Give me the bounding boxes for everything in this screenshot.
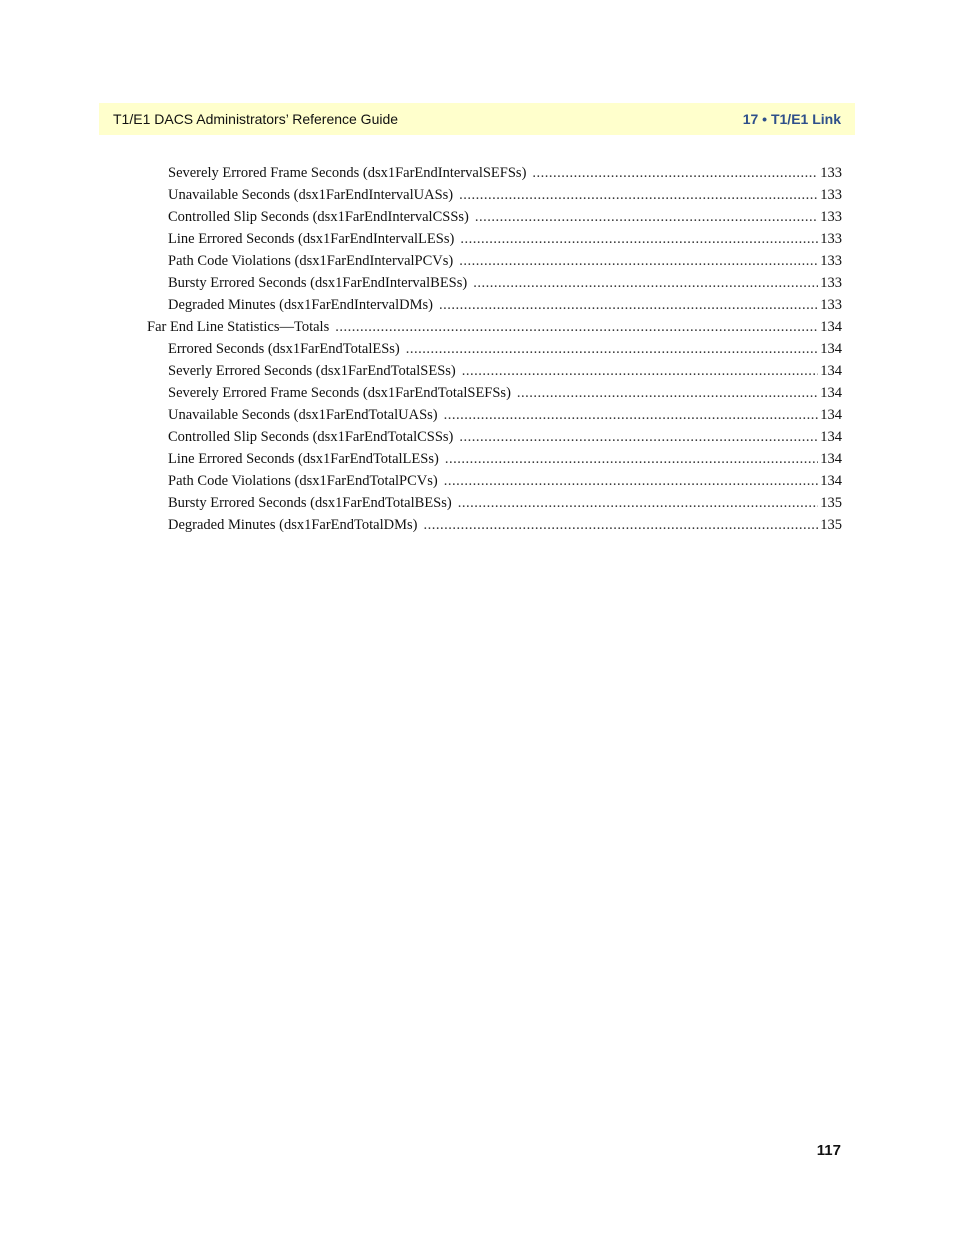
toc-entry-page: 133 (820, 187, 842, 203)
toc-entry-title: Severely Errored Frame Seconds (dsx1FarEndIntervalSEFSs) (168, 165, 527, 181)
toc-entry-page: 134 (820, 341, 842, 357)
toc-entry[interactable] (168, 382, 842, 404)
toc-entry[interactable] (168, 426, 842, 448)
toc-entry-title: Line Errored Seconds (dsx1FarEndTotalLESs) (168, 451, 439, 467)
toc-dot-leader (444, 404, 819, 426)
toc-dot-leader (444, 470, 819, 492)
toc-entry[interactable] (168, 470, 842, 492)
toc-entry-page: 133 (820, 209, 842, 225)
toc-entry-page: 134 (820, 407, 842, 423)
toc-dot-leader (473, 272, 818, 294)
toc-dot-leader (459, 184, 818, 206)
toc-entry-page: 134 (820, 363, 842, 379)
toc-dot-leader (458, 492, 819, 514)
toc-entry-page: 134 (820, 429, 842, 445)
toc-entry-title: Severely Errored Frame Seconds (dsx1FarEndTotalSEFSs) (168, 385, 511, 401)
toc-entry-page: 134 (820, 473, 842, 489)
toc-entry[interactable] (168, 228, 842, 250)
toc-entry[interactable] (168, 404, 842, 426)
toc-entry-title: Errored Seconds (dsx1FarEndTotalESs) (168, 341, 400, 357)
toc-entry-title: Unavailable Seconds (dsx1FarEndTotalUASs) (168, 407, 438, 423)
toc-entry-title: Severly Errored Seconds (dsx1FarEndTotalSESs) (168, 363, 456, 379)
toc-entry[interactable] (168, 184, 842, 206)
toc-entry-page: 133 (820, 297, 842, 313)
toc-dot-leader (423, 514, 818, 536)
toc-dot-leader (335, 316, 818, 338)
toc-dot-leader (475, 206, 818, 228)
toc-dot-leader (445, 448, 818, 470)
toc-dot-leader (459, 250, 818, 272)
toc-dot-leader (459, 426, 818, 448)
toc-entry-page: 134 (820, 385, 842, 401)
toc-entry-page: 135 (820, 517, 842, 533)
toc-entry-title: Unavailable Seconds (dsx1FarEndIntervalUASs) (168, 187, 454, 203)
toc-entry[interactable] (168, 360, 842, 382)
page-header (99, 103, 855, 135)
toc-entry-title: Far End Line Statistics—Totals (147, 319, 330, 335)
toc-entry-page: 133 (820, 253, 842, 269)
toc-entry-page: 133 (820, 275, 842, 291)
toc-entry[interactable] (168, 492, 842, 514)
toc-entry-title: Bursty Errored Seconds (dsx1FarEndIntervalBESs) (168, 275, 468, 291)
toc-entry[interactable] (168, 272, 842, 294)
toc-entry-title: Line Errored Seconds (dsx1FarEndIntervalLESs) (168, 231, 455, 247)
toc-entry-page: 135 (820, 495, 842, 511)
document-title: T1/E1 DACS Administrators’ Reference Guide (113, 111, 399, 127)
toc-entry-page: 134 (820, 451, 842, 467)
toc-dot-leader (462, 360, 819, 382)
toc-entry-title: Path Code Violations (dsx1FarEndTotalPCVs) (168, 473, 438, 489)
page-number: 117 (816, 1142, 841, 1159)
toc-entry[interactable] (168, 448, 842, 470)
toc-entry-page: 134 (820, 319, 842, 335)
toc-entry-page: 133 (820, 231, 842, 247)
toc-entry-title: Controlled Slip Seconds (dsx1FarEndTotalCSSs) (168, 429, 454, 445)
toc-entry-title: Degraded Minutes (dsx1FarEndTotalDMs) (168, 517, 418, 533)
toc-entry-title: Path Code Violations (dsx1FarEndIntervalPCVs) (168, 253, 454, 269)
toc-section-entry[interactable] (147, 316, 842, 338)
chapter-title: 17 • T1/E1 Link (742, 111, 841, 127)
toc-entry[interactable] (168, 294, 842, 316)
toc-entry[interactable] (168, 250, 842, 272)
toc-entry[interactable] (168, 514, 842, 536)
toc-dot-leader (439, 294, 818, 316)
toc-dot-leader (532, 162, 818, 184)
toc-entry-page: 133 (820, 165, 842, 181)
toc-entry-title: Controlled Slip Seconds (dsx1FarEndIntervalCSSs) (168, 209, 469, 225)
toc-dot-leader (460, 228, 818, 250)
toc-entry-title: Bursty Errored Seconds (dsx1FarEndTotalBESs) (168, 495, 452, 511)
toc-entry[interactable] (168, 206, 842, 228)
toc-entry[interactable] (168, 338, 842, 360)
toc-entry[interactable] (168, 162, 842, 184)
toc-dot-leader (517, 382, 818, 404)
toc-dot-leader (406, 338, 819, 360)
toc-entry-title: Degraded Minutes (dsx1FarEndIntervalDMs) (168, 297, 433, 313)
